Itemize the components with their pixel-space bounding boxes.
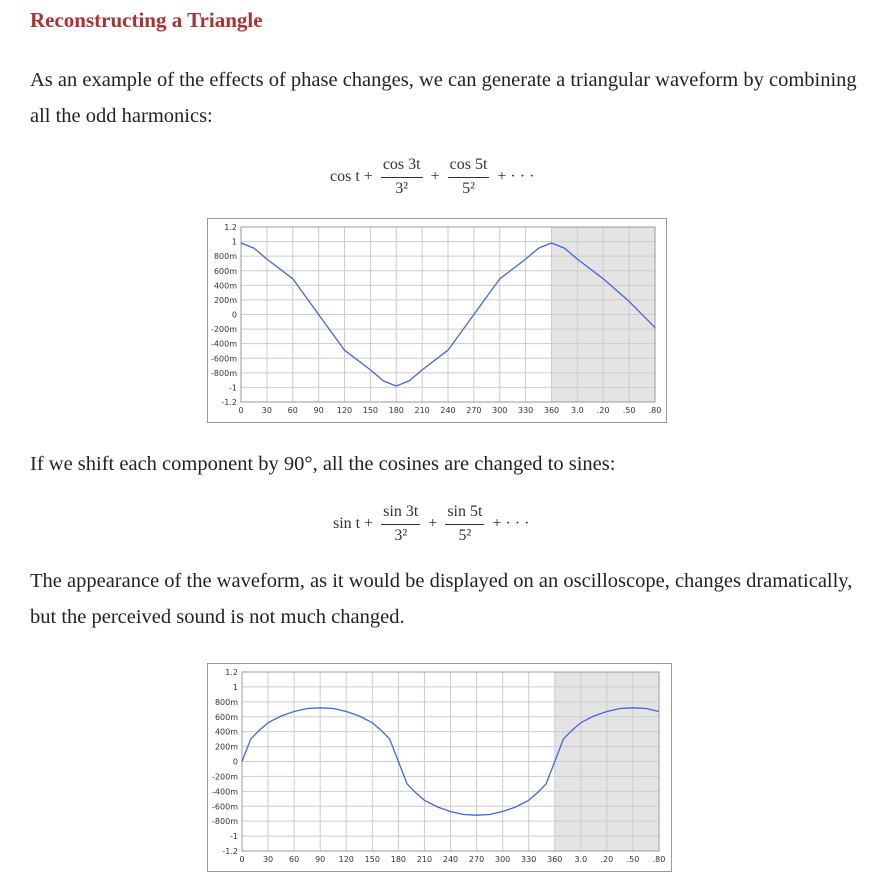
intro-paragraph: As an example of the effects of phase changes, we can generate a triangular waveform by combining all the odd harmonics: bbox=[30, 69, 857, 127]
x-tick-label: 30 bbox=[261, 406, 272, 415]
y-tick-label: 1 bbox=[231, 237, 237, 247]
x-tick-label: 270 bbox=[466, 406, 482, 415]
formula-plus: + bbox=[364, 515, 374, 532]
y-tick-label: 200m bbox=[214, 742, 238, 752]
y-tick-label: -200m bbox=[212, 772, 238, 782]
y-tick-label: 0 bbox=[231, 310, 237, 320]
formula-term: cos t bbox=[330, 168, 360, 185]
x-tick-label: 270 bbox=[468, 855, 485, 864]
x-tick-label: 330 bbox=[517, 406, 534, 415]
formula-fraction bbox=[448, 156, 490, 198]
formula-plus: + bbox=[430, 168, 440, 185]
x-tick-label: .20 bbox=[596, 406, 610, 415]
y-tick-label: -1.2 bbox=[222, 847, 238, 856]
oscilloscope-paragraph: The appearance of the waveform, as it would be displayed on an oscilloscope, changes dramatically, but the perceived sound is not much changed. bbox=[30, 570, 853, 628]
x-tick-label: 180 bbox=[390, 855, 407, 864]
y-tick-label: -800m bbox=[211, 368, 237, 378]
formula-fraction bbox=[445, 503, 484, 545]
y-tick-label: 800m bbox=[213, 252, 237, 262]
x-tick-label: 60 bbox=[289, 855, 300, 864]
y-tick-label: -400m bbox=[211, 339, 237, 349]
y-tick-label: -600m bbox=[212, 802, 238, 812]
formula-ellipsis: + · · · bbox=[492, 515, 530, 532]
x-tick-label: 360 bbox=[547, 855, 563, 864]
sine-series-formula bbox=[333, 503, 533, 545]
y-tick-label: -1 bbox=[229, 383, 237, 393]
formula-fraction bbox=[381, 503, 420, 545]
x-tick-label: 150 bbox=[362, 406, 379, 415]
sine-sum-waveform-chart bbox=[207, 663, 672, 872]
y-tick-label: 400m bbox=[214, 727, 238, 737]
fraction-denominator: 3² bbox=[394, 527, 408, 544]
shift-paragraph bbox=[30, 446, 870, 482]
y-tick-label: 0 bbox=[232, 757, 238, 767]
y-tick-label: 400m bbox=[213, 281, 237, 291]
y-tick-label: -1 bbox=[230, 832, 238, 842]
y-tick-label: -200m bbox=[211, 325, 237, 335]
formula-fraction bbox=[381, 156, 423, 198]
formula-term: sin t bbox=[333, 515, 361, 532]
shift-paragraph-text: If we shift each component by 90°, all the cosines are changed to sines: bbox=[30, 453, 616, 475]
fraction-numerator: sin 5t bbox=[445, 503, 484, 525]
x-tick-label: 330 bbox=[521, 855, 537, 864]
x-tick-label: 120 bbox=[338, 855, 354, 864]
x-tick-label: 150 bbox=[364, 855, 380, 864]
formula-plus: + bbox=[363, 168, 373, 185]
x-tick-label: 120 bbox=[336, 406, 353, 415]
section-heading: Reconstructing a Triangle bbox=[30, 8, 263, 32]
y-tick-label: -400m bbox=[212, 787, 238, 797]
y-tick-label: -800m bbox=[212, 817, 238, 827]
y-tick-label: -600m bbox=[211, 354, 237, 364]
x-tick-label: 210 bbox=[414, 406, 430, 415]
x-tick-label: 60 bbox=[287, 406, 298, 415]
y-tick-label: 600m bbox=[214, 712, 238, 722]
sine-sum-waveform-plot bbox=[208, 664, 671, 871]
x-tick-label: .50 bbox=[622, 406, 636, 415]
x-tick-label: 210 bbox=[416, 855, 433, 864]
x-tick-label: 180 bbox=[388, 406, 404, 415]
x-tick-label: 300 bbox=[494, 855, 511, 864]
x-tick-label: .20 bbox=[600, 855, 614, 864]
triangle-waveform-chart bbox=[207, 218, 667, 423]
x-tick-label: 3.0 bbox=[571, 406, 584, 415]
cosine-series-formula bbox=[330, 156, 538, 198]
x-tick-label: .50 bbox=[626, 855, 640, 864]
y-tick-label: 800m bbox=[214, 697, 238, 707]
formula-ellipsis: + · · · bbox=[497, 168, 535, 185]
y-tick-label: 600m bbox=[213, 266, 237, 276]
x-tick-label: 30 bbox=[262, 855, 274, 864]
x-tick-label: 240 bbox=[442, 855, 459, 864]
x-tick-label: 300 bbox=[492, 406, 508, 415]
x-tick-label: .80 bbox=[652, 855, 666, 864]
x-tick-label: .80 bbox=[648, 406, 662, 415]
x-tick-label: 0 bbox=[239, 855, 245, 864]
y-tick-label: -1.2 bbox=[221, 398, 237, 407]
x-tick-label: 240 bbox=[440, 406, 456, 415]
fraction-denominator: 3² bbox=[395, 180, 409, 197]
fraction-numerator: sin 3t bbox=[381, 503, 420, 525]
fraction-denominator: 5² bbox=[458, 527, 472, 544]
x-tick-label: 90 bbox=[315, 855, 326, 864]
triangle-waveform-plot bbox=[208, 219, 666, 422]
y-tick-label: 1.2 bbox=[224, 223, 237, 232]
x-tick-label: 90 bbox=[313, 406, 324, 415]
x-tick-label: 3.0 bbox=[574, 855, 588, 864]
y-tick-label: 1.2 bbox=[225, 668, 238, 677]
formula-plus: + bbox=[428, 515, 438, 532]
y-tick-label: 1 bbox=[232, 682, 238, 692]
y-tick-label: 200m bbox=[213, 295, 237, 305]
fraction-numerator: cos 5t bbox=[448, 156, 490, 178]
fraction-numerator: cos 3t bbox=[381, 156, 423, 178]
x-tick-label: 0 bbox=[238, 406, 244, 415]
x-tick-label: 360 bbox=[543, 406, 560, 415]
fraction-denominator: 5² bbox=[462, 180, 475, 197]
